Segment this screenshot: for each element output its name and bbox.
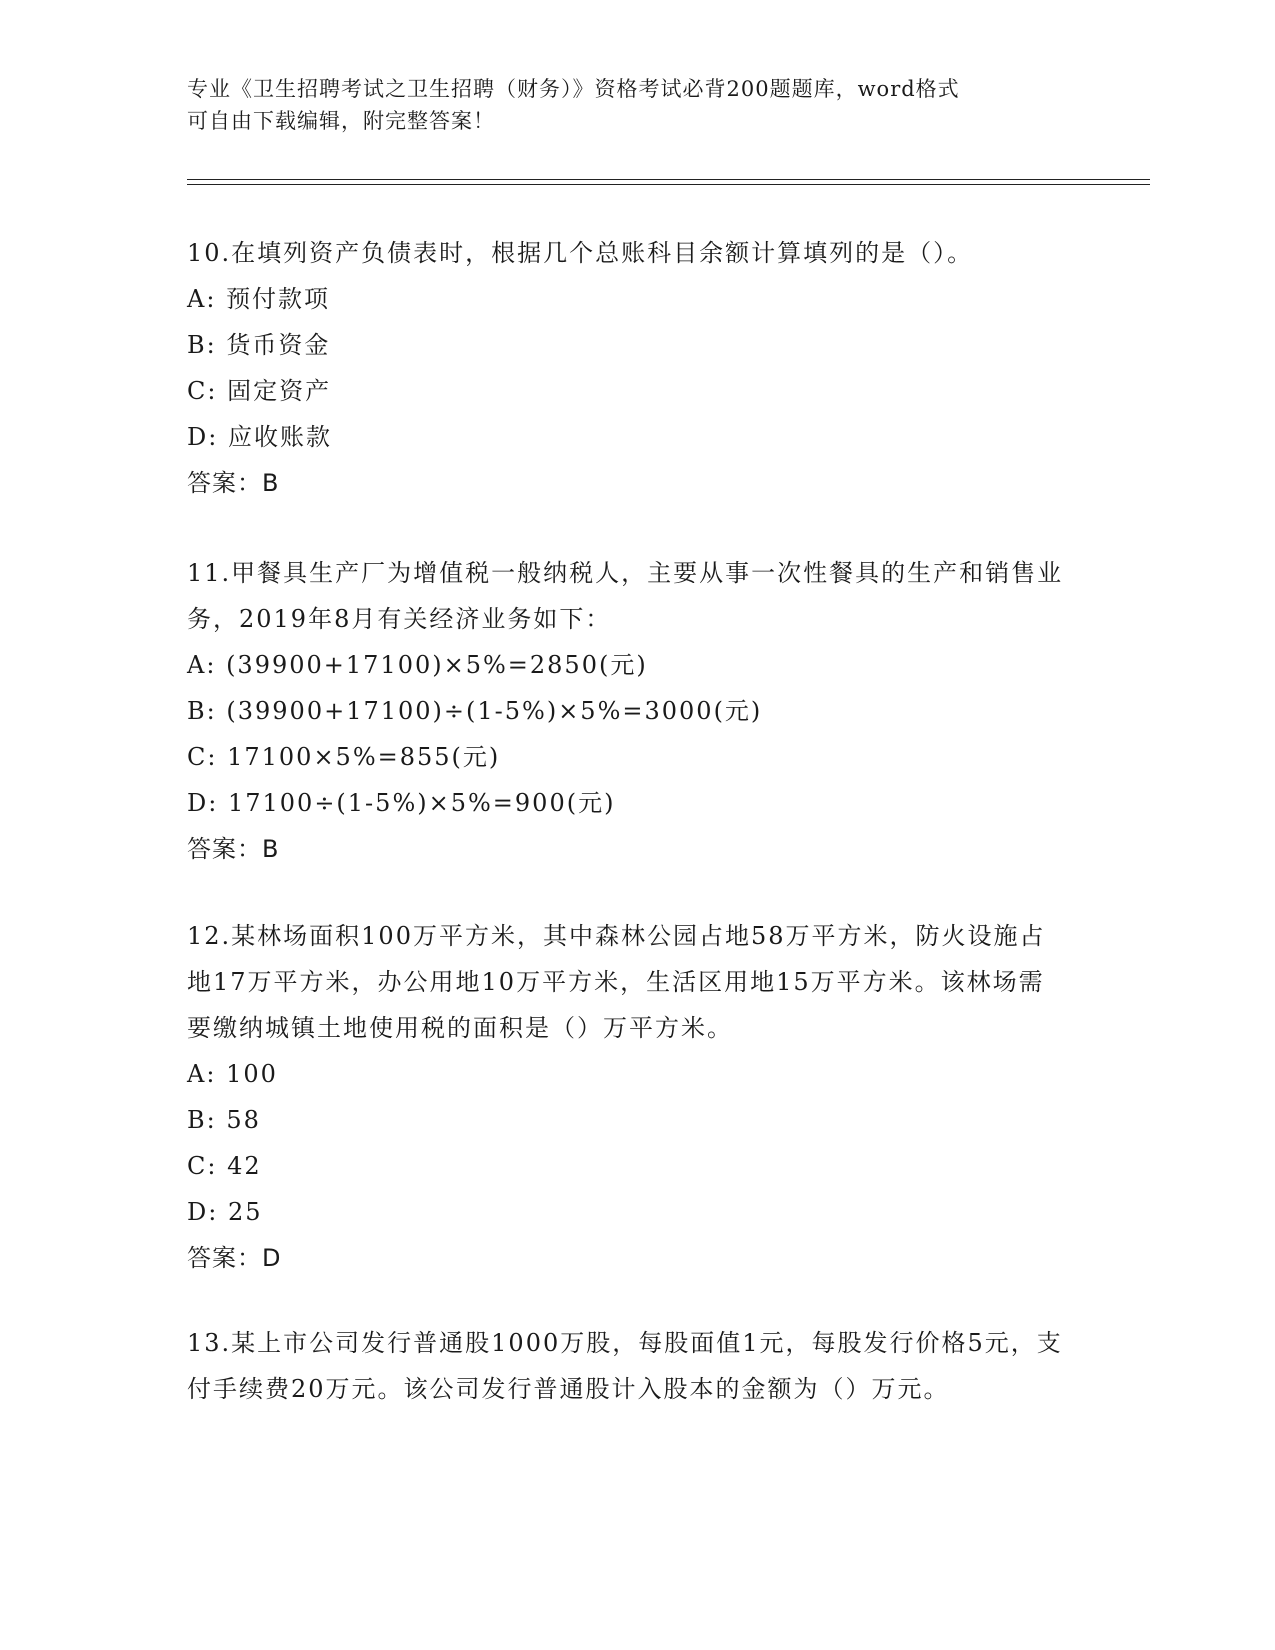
option-letter: C: [187,743,218,771]
option-letter: A: [187,1060,217,1088]
option-text: 固定资产 [227,377,332,405]
option-d [187,414,1067,460]
option-text: 17100×5%=855(元) [227,743,501,771]
question-13 [187,1320,1067,1412]
answer: 答案：B [187,835,280,863]
question-11 [187,550,1067,872]
option-letter: B: [187,331,217,359]
option-text: 货币资金 [226,331,331,359]
option-text: 17100÷(1-5%)×5%=900(元) [227,789,616,817]
option-a [187,276,1067,322]
option-d [187,780,1067,826]
option-b [187,688,1067,734]
header-line-2: 可自由下载编辑，附完整答案！ [187,109,495,133]
option-b [187,322,1067,368]
option-text: 100 [226,1060,278,1088]
option-letter: A: [187,651,217,679]
option-c [187,1143,1067,1189]
question-stem: 13.某上市公司发行普通股1000万股，每股面值1元，每股发行价格5元，支付手续费20万元。该公司发行普通股计入股本的金额为（）万元。 [187,1329,1063,1403]
option-text: 25 [227,1198,263,1226]
option-text: 应收账款 [227,423,332,451]
document-header [187,73,1067,137]
answer: 答案：D [187,1244,282,1272]
question-stem: 11.甲餐具生产厂为增值税一般纳税人，主要从事一次性餐具的生产和销售业务，2019年8月有关经济业务如下： [187,559,1064,633]
option-letter: A: [187,285,217,313]
option-letter: B: [187,1106,217,1134]
answer: 答案：B [187,469,280,497]
option-c [187,368,1067,414]
option-c [187,734,1067,780]
question-12 [187,913,1067,1281]
question-stem: 10.在填列资产负债表时，根据几个总账科目余额计算填列的是（）。 [187,239,974,267]
option-text: 58 [226,1106,261,1134]
option-text: (39900+17100)×5%=2850(元) [226,651,648,679]
option-letter: D: [187,789,219,817]
question-stem: 12.某林场面积100万平方米，其中森林公园占地58万平方米，防火设施占地17万平方米，办公用地10万平方米，生活区用地15万平方米。该林场需要缴纳城镇土地使用税的面积是（）万平方米。 [187,922,1046,1042]
option-letter: D: [187,1198,219,1226]
option-b [187,1097,1067,1143]
option-a [187,642,1067,688]
header-divider-top [187,179,1150,180]
header-line-1: 专业《卫生招聘考试之卫生招聘（财务）》资格考试必背200题题库，word格式 [187,77,960,101]
option-letter: B: [187,697,217,725]
option-letter: C: [187,1152,218,1180]
option-text: 42 [227,1152,262,1180]
header-divider-bottom [187,184,1150,185]
option-letter: D: [187,423,219,451]
option-d [187,1189,1067,1235]
option-a [187,1051,1067,1097]
option-letter: C: [187,377,218,405]
option-text: (39900+17100)÷(1-5%)×5%=3000(元) [226,697,763,725]
question-10 [187,230,1067,506]
option-text: 预付款项 [226,285,331,313]
